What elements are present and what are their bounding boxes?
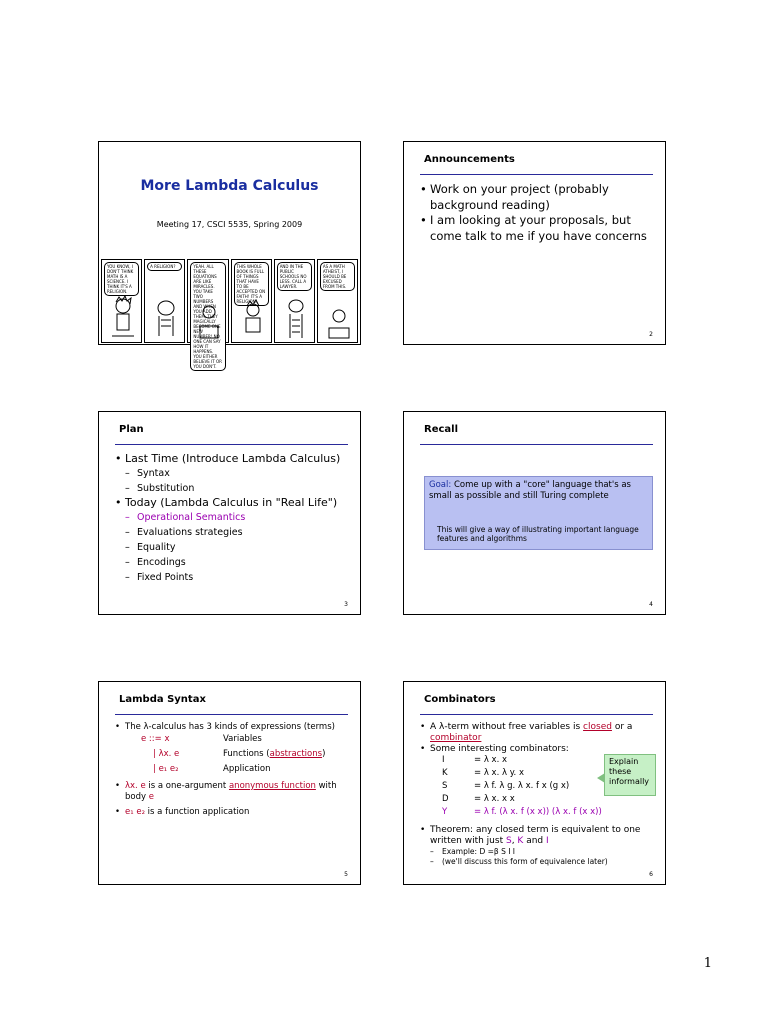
- sub-bullet-highlighted: – Operational Semantics: [115, 510, 352, 525]
- sub-bullet: – Substitution: [115, 481, 352, 496]
- slide-number: 4: [649, 601, 653, 608]
- slide-body: [115, 722, 352, 818]
- comic-panel-5: [274, 259, 315, 343]
- comic-panel-1: [101, 259, 142, 343]
- slide-recall: [403, 411, 666, 615]
- sub-bullet: – Fixed Points: [115, 570, 352, 585]
- slide-lambda-syntax: [98, 681, 361, 885]
- bullet: • Theorem: any closed term is equivalent to one written with just S, K and I: [420, 825, 657, 847]
- bullet: • λx. e is a one-argument anonymous function with body e: [115, 781, 352, 803]
- slide-number: 3: [344, 601, 348, 608]
- calvin-figure: [198, 296, 220, 340]
- sub-bullet: – Equality: [115, 540, 352, 555]
- combinator-name: I: [442, 755, 445, 765]
- calvin-figure: [328, 296, 350, 340]
- title-divider: [115, 714, 348, 715]
- sub-bullet: – Example: D =β S I I: [420, 847, 657, 857]
- hobbes-figure: [285, 296, 307, 340]
- grammar-rhs: Application: [223, 764, 271, 774]
- slide-title: Lambda Syntax: [119, 694, 206, 705]
- comic-panel-3: [187, 259, 228, 369]
- slide-combinators: [403, 681, 666, 885]
- slide-plan: [98, 411, 361, 615]
- sub-bullet: – Encodings: [115, 555, 352, 570]
- goal-note: This will give a way of illustrating important language features and algorithms: [437, 525, 639, 543]
- grammar-lhs: e ::= x: [141, 734, 170, 744]
- bullet: • The λ-calculus has 3 kinds of expressions (terms): [115, 722, 352, 733]
- slide-1-subtitle: Meeting 17, CSCI 5535, Spring 2009: [156, 220, 303, 229]
- title-divider: [420, 444, 653, 445]
- slide-title: Plan: [119, 424, 144, 435]
- calvin-figure: [112, 296, 134, 340]
- calvin-figure: [242, 296, 264, 340]
- hobbes-figure: [155, 296, 177, 340]
- slide-number: 2: [649, 331, 653, 338]
- grammar-rhs: Variables: [223, 734, 262, 744]
- sub-bullet: – Evaluations strategies: [115, 525, 352, 540]
- combinator-def: = λ x. x x: [474, 794, 515, 804]
- comic-panel-6: [317, 259, 358, 343]
- page-number: 1: [703, 956, 712, 971]
- slide-body: [115, 452, 352, 585]
- title-divider: [420, 174, 653, 175]
- comic-bubble: A RELIGION?: [147, 262, 182, 271]
- goal-label: Goal:: [429, 480, 452, 490]
- bullet: • Today (Lambda Calculus in "Real Life"): [115, 496, 352, 510]
- comic-panel-4: [231, 259, 272, 343]
- sub-bullet: – (we'll discuss this form of equivalence later): [420, 857, 657, 867]
- bullet: • Some interesting combinators:: [420, 744, 657, 755]
- combinator-def: = λ x. x: [474, 755, 508, 765]
- bullet: • I am looking at your proposals, but come talk to me if you have concerns: [420, 213, 657, 244]
- title-divider: [115, 444, 348, 445]
- explain-callout: Explain these informally: [604, 754, 656, 796]
- title-divider: [420, 714, 653, 715]
- slide-title: [98, 141, 361, 369]
- goal-box: [424, 476, 653, 550]
- bullet: • e₁ e₂ is a function application: [115, 807, 352, 818]
- comic-bubble: AND IN THE PUBLIC SCHOOLS NO LESS. CALL A LAWYER.: [277, 262, 312, 291]
- combinator-name: Y: [442, 807, 448, 817]
- bullet: • Work on your project (probably background reading): [420, 182, 657, 213]
- comic-bubble: AS A MATH ATHEIST, I SHOULD BE EXCUSED FROM THIS.: [320, 262, 355, 291]
- comic-panel-2: [144, 259, 185, 343]
- sub-bullet: – Syntax: [115, 466, 352, 481]
- goal-statement: [429, 480, 648, 502]
- comic-bubble: YEAH. ALL THESE EQUATIONS ARE LIKE MIRACLES. YOU TAKE TWO NUMBERS AND WHEN YOU ADD THEM, THEY MAGICALLY BECOME ONE NEW NUMBER! NO ONE CAN SAY HOW IT HAPPENS. YOU EITHER BELIEVE IT OR YOU DON'T.: [190, 262, 225, 371]
- slide-title: Recall: [424, 424, 459, 435]
- combinator-def: = λ x. λ y. x: [474, 768, 524, 778]
- slide-1-title: More Lambda Calculus: [140, 178, 319, 194]
- slide-announcements: [403, 141, 666, 345]
- combinator-def: = λ f. (λ x. f (x x)) (λ x. f (x x)): [474, 807, 602, 817]
- comic-strip: [101, 259, 358, 369]
- grammar-lhs: | λx. e: [153, 749, 180, 759]
- combinator-name: S: [442, 781, 448, 791]
- combinator-name: K: [442, 768, 448, 778]
- slide-number: 5: [344, 871, 348, 878]
- comic-bubble: THIS WHOLE BOOK IS FULL OF THINGS THAT HAVE TO BE ACCEPTED ON FAITH! IT'S A RELIGION!: [234, 262, 269, 306]
- combinator-def: = λ f. λ g. λ x. f x (g x): [474, 781, 570, 791]
- slide-body: [420, 182, 657, 244]
- combinator-name: D: [442, 794, 449, 804]
- grammar-rhs: Functions (abstractions): [223, 749, 326, 759]
- bullet: • Last Time (Introduce Lambda Calculus): [115, 452, 352, 466]
- grammar-lhs: | e₁ e₂: [153, 764, 179, 774]
- comic-bubble: YOU KNOW, I DON'T THINK MATH IS A SCIENCE. I THINK IT'S A RELIGION.: [104, 262, 139, 296]
- bullet: • A λ-term without free variables is closed or a combinator: [420, 722, 657, 744]
- slide-title: Combinators: [424, 694, 496, 705]
- grammar: [115, 733, 352, 781]
- slide-title: Announcements: [424, 154, 515, 165]
- slide-number: 6: [649, 871, 653, 878]
- goal-text: Come up with a "core" language that's as small as possible and still Turing complete: [429, 480, 631, 501]
